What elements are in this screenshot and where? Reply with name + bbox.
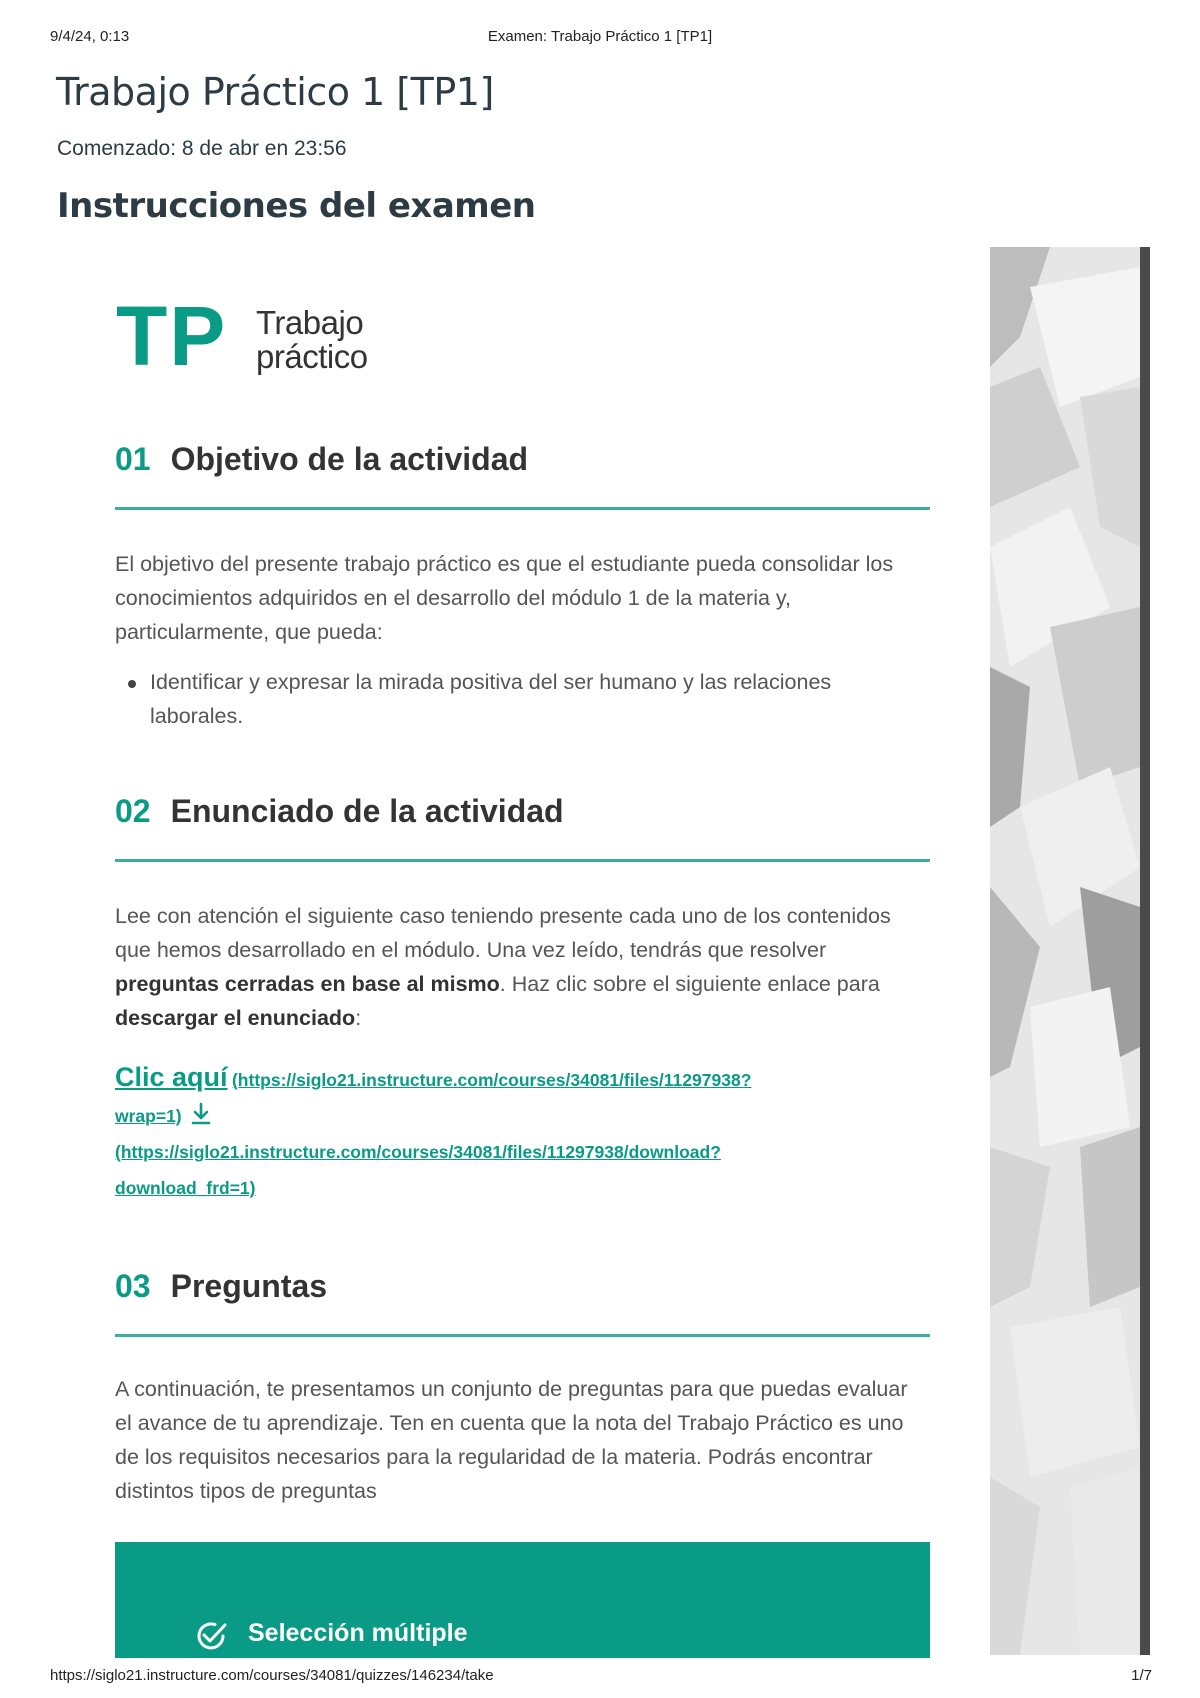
- link-url[interactable]: wrap=1): [115, 1106, 182, 1126]
- download-link-cont[interactable]: [115, 1171, 930, 1207]
- banner-label: Selección múltiple: [248, 1619, 468, 1647]
- clic-aqui-link[interactable]: Clic aquí: [115, 1062, 228, 1092]
- question-type-banner: [115, 1542, 930, 1658]
- download-link[interactable]: [115, 1135, 930, 1171]
- download-url[interactable]: (https://siglo21.instructure.com/courses/34081/files/11297938/download?: [115, 1142, 721, 1162]
- section-03-paragraph: A continuación, te presentamos un conjunto de preguntas para que puedas evaluar el avance de tu aprendizaje. Ten en cuenta que la nota del Trabajo Práctico es uno de los requisitos necesarios para la regularidad de la materia. Podrás encontrar distintos tipos de preguntas: [115, 1377, 908, 1503]
- print-title: Examen: Trabajo Práctico 1 [TP1]: [487, 28, 713, 45]
- side-image-edge: [1140, 247, 1150, 1655]
- architecture-photo-graphic: [990, 247, 1150, 1655]
- list-item: [132, 665, 912, 733]
- link-url[interactable]: (https://siglo21.instructure.com/courses/34081/files/11297938?: [231, 1070, 752, 1090]
- print-date: 9/4/24, 0:13: [50, 28, 130, 45]
- started-time: Comenzado: 8 de abr en 23:56: [57, 137, 347, 160]
- download-links: [115, 1060, 930, 1207]
- section-03-heading: [115, 1268, 327, 1305]
- section-number: 03: [115, 1268, 151, 1304]
- bullet-dot: [128, 680, 136, 688]
- print-header: [0, 28, 1200, 50]
- list-item-text: Identificar y expresar la mirada positiva del ser humano y las relaciones laborales.: [150, 670, 832, 728]
- logo-word-2: práctico: [256, 338, 368, 375]
- page-number: 1/7: [1131, 1667, 1152, 1684]
- tp-logo: [116, 289, 416, 383]
- paragraph-text: Lee con atención el siguiente caso teniendo presente cada uno de los contenidos que hemos desarrollado en el módulo. Una vez leído, tendrás que resolver: [115, 904, 891, 962]
- section-01-paragraph: El objetivo del presente trabajo práctico es que el estudiante pueda consolidar los conocimientos adquiridos en el desarrollo del módulo 1 de la materia y, particularmente, que pueda:: [115, 552, 894, 644]
- section-title: Preguntas: [170, 1268, 328, 1304]
- footer-url: https://siglo21.instructure.com/courses/34081/quizzes/146234/take: [50, 1667, 494, 1684]
- section-divider: [115, 1334, 930, 1337]
- section-number: 01: [115, 441, 151, 477]
- paragraph-bold-text: descargar el enunciado: [115, 1006, 356, 1030]
- logo-word-1: Trabajo: [256, 304, 364, 341]
- download-url[interactable]: download_frd=1): [115, 1178, 256, 1198]
- section-divider: [115, 859, 930, 862]
- section-divider: [115, 507, 930, 510]
- section-01-heading: [115, 441, 528, 478]
- download-icon[interactable]: [190, 1102, 212, 1126]
- section-title: Enunciado de la actividad: [170, 793, 564, 829]
- section-title: Objetivo de la actividad: [170, 441, 529, 477]
- statement-link[interactable]: [115, 1060, 930, 1099]
- quiz-title: Trabajo Práctico 1 [TP1]: [56, 70, 494, 114]
- decorative-side-image: [990, 247, 1150, 1655]
- section-02-heading: [115, 793, 564, 830]
- paragraph-text: :: [355, 1006, 362, 1030]
- paragraph-text: . Haz clic sobre el siguiente enlace para: [499, 972, 880, 996]
- section-number: 02: [115, 793, 151, 829]
- instructions-title: Instrucciones del examen: [57, 186, 536, 226]
- paragraph-bold-text: preguntas cerradas en base al mismo: [115, 972, 500, 996]
- check-circle-icon: [193, 1618, 229, 1654]
- logo-abbr: TP: [116, 289, 228, 383]
- statement-link-cont[interactable]: [115, 1099, 930, 1135]
- section-02-paragraph: [115, 899, 930, 1035]
